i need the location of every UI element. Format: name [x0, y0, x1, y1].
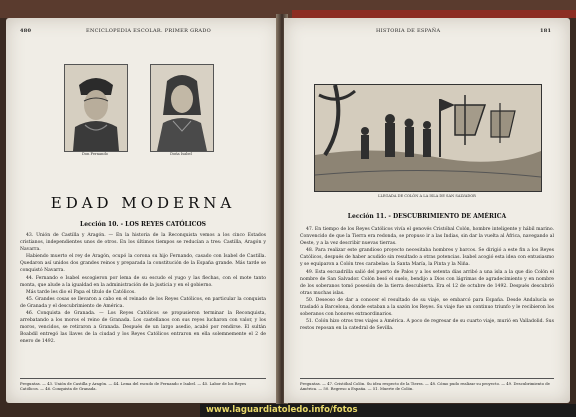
right-running-header: HISTORIA DE ESPAÑA — [376, 28, 441, 34]
paragraph: 49. Esta escuadrilla salió del puerto de Palos y a los setenta días arribó a una isla a la que dio Colón el nombre de San Salvador. Colón besó el suelo, bendijo a Dios con lágrimas de agradecimiento y en nombre de los soberanos tomó posesión de la tierra descubierta. Era el 12 de octubre de 1492. Después descubrió otras muchas islas. — [300, 269, 554, 296]
paragraph: 45. Grandes cosas se llevaron a cabo en el reinado de los Reyes Católicos, en particular la conquista de Granada y el descubrimiento de América. — [20, 296, 266, 309]
right-page — [284, 18, 570, 403]
right-footnote: Preguntas. — 47. Cristóbal Colón. Su idea respecto de la Tierra. — 48. Cómo pudo realizar su proyecto. — 49. Descubrimiento de América. — 50. Regreso a España. — 51. Muerte de Colón. — [300, 378, 554, 391]
left-running-header: ENCICLOPEDIA ESCOLAR. PRIMER GRADO — [86, 28, 212, 34]
left-footnote: Preguntas. — 43. Unión de Castilla y Aragón. — 44. Lema del escudo de Fernando e Isabel. — 45. Labor de los Reyes Católicos. — 46. Conquista de Granada. — [20, 378, 266, 391]
paragraph: Más tarde les dio el Papa el título de Católicos. — [26, 289, 136, 295]
portrait-isabel — [150, 64, 214, 152]
paragraph: 48. Para realizar este grandioso proyecto necesitaba hombres y barcos. Se dirigió a este fin a los Reyes Católicos, después de haber acudido sin resultado a otras potencias. Isabel acogió esta idea con entusiasmo y se equiparon a Colón tres carabelas: la Santa María, la Pinta y la Niña. — [300, 248, 554, 268]
right-lesson-heading: Lección 11. - DESCUBRIMIENTO DE AMÉRICA — [347, 213, 507, 220]
paragraph: 51. Colón hizo otros tres viajes a América. A poco de regresar de su cuarto viaje, murió en Valladolid. Sus restos reposan en la catedral de Sevilla. — [300, 319, 554, 332]
paragraph: 46. Conquista de Granada. — Los Reyes Católicos se propusieron terminar la Reconquista, arrebatando a los moros el reino de Granada. Los castellanos con sus reyes lucharon con valor, y los moros, vencidos, se retiraron a Granada. Después de un largo asedio, acabó por rendirse. El sultán Boabdil entregó las llaves de la ciudad y los Reyes Católicos entraron en ella solemnemente el 2 de enero de 1492. — [20, 311, 266, 345]
engraving-caption: LLEGADA DE COLÓN A LA ISLA DE SAN SALVADOR — [378, 194, 476, 198]
caption-isabel: Doña Isabel — [170, 152, 192, 156]
left-page-number: 480 — [20, 28, 32, 34]
portrait-fernando — [64, 64, 128, 152]
left-page — [6, 18, 280, 403]
left-body-text — [20, 232, 266, 346]
book-cover-red-edge — [292, 10, 576, 18]
paragraph: Habiendo muerto el rey de Aragón, ocupó la corona su hijo Fernando, casado con Isabel de Castilla. Quedaron así unidos dos grandes reinos y preparada la constitución de la España grande. Más tarde se conquistó Navarra. — [20, 254, 266, 274]
paragraph: 43. Unión de Castilla y Aragón. — En la historia de la Reconquista vemos a los cinco Estados cristianos, independientes unos de otros. En los últimos tiempos se reducían a tres: Castilla, Aragón y Navarra. — [20, 233, 266, 253]
paragraph: 50. Deseoso de dar a conocer el resultado de su viaje, se embarcó para España. Desde Andalucía se trasladó a Barcelona, donde estaban a la sazón los Reyes. Su viaje fue un continuo triunfo y le recibieron los soberanos con honores extraordinarios. — [300, 297, 554, 318]
right-page-number: 181 — [540, 28, 552, 34]
paragraph: 47. En tiempo de los Reyes Católicos vivía el genovés Cristóbal Colón, hombre inteligente y hábil marino. Convencido de que la Tierra era redonda, se propuso ir a las Indias, sin dar la vuelta al África, navegando al Oeste, y a la vez describir nuevas tierras. — [300, 227, 554, 247]
right-body-text — [300, 226, 554, 332]
engraving-columbus-landing — [314, 84, 542, 192]
left-lesson-heading: Lección 10. - LOS REYES CATÓLICOS — [79, 221, 207, 228]
section-title: EDAD MODERNA — [50, 194, 236, 212]
paragraph: 44. Fernando e Isabel escogieron por lema de su escudo el yugo y las flechas, con el mote tanto monta, que alude a la igualdad en la administración de la justicia y en el gobierno. — [20, 275, 266, 288]
caption-fernando: Don Fernando — [82, 152, 108, 156]
watermark-url: www.laguardiatoledo.info/fotos — [200, 404, 576, 417]
